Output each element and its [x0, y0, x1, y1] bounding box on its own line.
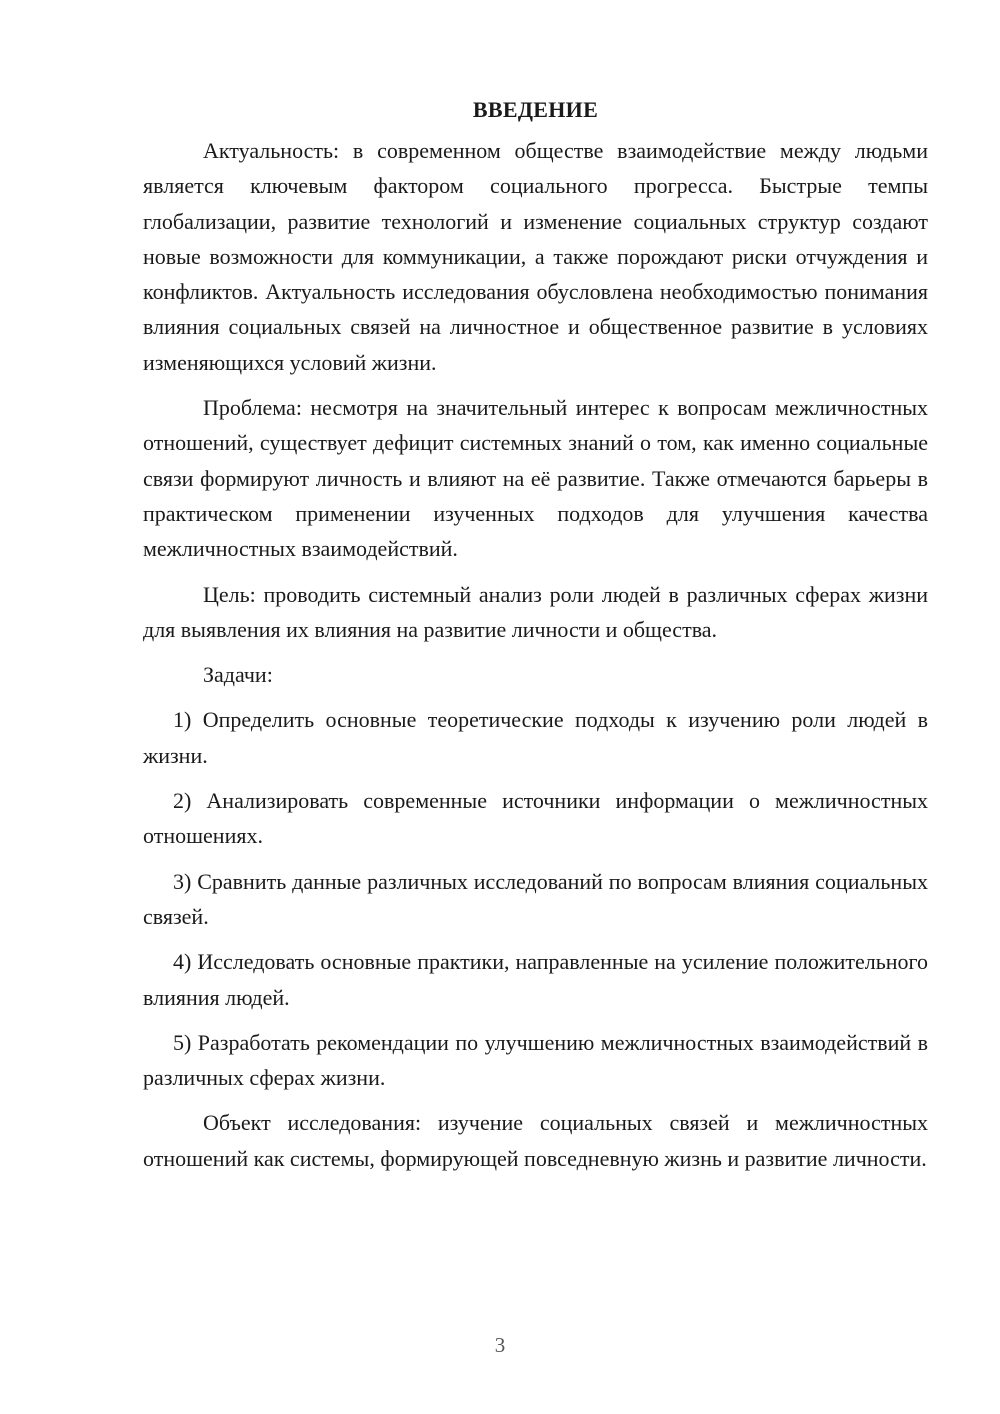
- task-item: 4) Исследовать основные практики, направленные на усиление положительного влияния людей.: [143, 949, 928, 1010]
- task-item: 1) Определить основные теоретические подходы к изучению роли людей в жизни.: [143, 707, 928, 768]
- document-page: [143, 92, 928, 1186]
- task-item: 2) Анализировать современные источники информации о межличностных отношениях.: [143, 788, 928, 849]
- paragraph-relevance: Актуальность: в современном обществе взаимодействие между людьми является ключевым фактором социального прогресса. Быстрые темпы глобализации, развитие технологий и изменение социальных структур создают новые возможности для коммуникации, а также порождают риски отчуждения и конфликтов. Актуальность исследования обусловлена необходимостью понимания влияния социальных связей на личностное и общественное развитие в условиях изменяющихся условий жизни.: [143, 138, 928, 375]
- task-item: 5) Разработать рекомендации по улучшению межличностных взаимодействий в различных сферах жизни.: [143, 1029, 928, 1091]
- tasks-list: [143, 702, 928, 1095]
- tasks-label: Задачи:: [203, 662, 273, 688]
- paragraph-goal: Цель: проводить системный анализ роли людей в различных сферах жизни для выявления их влияния на развитие личности и общества.: [143, 581, 928, 642]
- paragraph-object: Объект исследования: изучение социальных связей и межличностных отношений как системы, формирующей повседневную жизнь и развитие личности.: [143, 1110, 928, 1171]
- page-number: 3: [494, 1333, 506, 1357]
- section-title: ВВЕДЕНИЕ: [472, 97, 599, 122]
- task-item: 3) Сравнить данные различных исследований по вопросам влияния социальных связей.: [143, 868, 928, 929]
- paragraph-problem: Проблема: несмотря на значительный интерес к вопросам межличностных отношений, существует дефицит системных знаний о том, как именно социальные связи формируют личность и влияют на её развитие. Также отмечаются барьеры в практическом применении изученных подходов для улучшения качества межличностных взаимодействий.: [143, 395, 928, 562]
